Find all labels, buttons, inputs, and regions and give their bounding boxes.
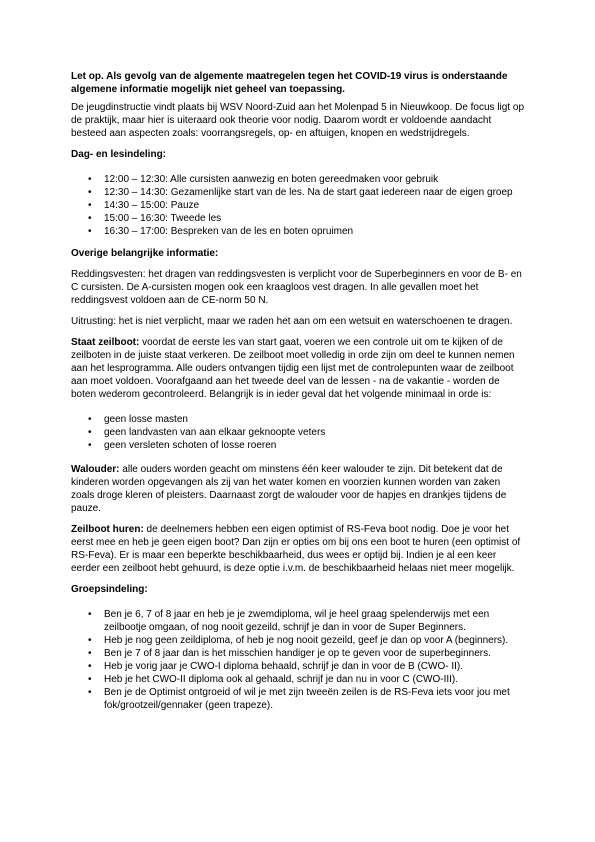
list-item: • 14:30 – 15:00: Pauze bbox=[104, 199, 525, 212]
watch-parent-label: Walouder: bbox=[71, 464, 120, 475]
document-page bbox=[71, 70, 525, 721]
list-item: • 12:30 – 14:30: Gezamenlijke start van de les. Na de start gaat iedereen naar de eigen groep bbox=[104, 186, 525, 199]
list-item: • Ben je 7 of 8 jaar dan is het misschien handiger je op te geven voor de superbeginners. bbox=[104, 647, 525, 660]
intro-paragraph: De jeugdinstructie vindt plaats bij WSV Noord-Zuid aan het Molenpad 5 in Nieuwkoop. De focus ligt op de praktijk, maar hier is uiteraard ook theorie voor nodig. Daarom wordt er voldoende aandacht besteed aan aspecten zoals: voorrangsregels, op- en aftuigen, knopen en wedstrijdregels. bbox=[71, 102, 525, 139]
list-item: • 12:00 – 12:30: Alle cursisten aanwezig en boten gereedmaken voor gebruik bbox=[104, 173, 525, 186]
list-item: • Ben je de Optimist ontgroeid of wil je met zijn tweeën zeilen is de RS-Feva iets voor jou met fok/grootzeil/gennaker (geen trapeze). bbox=[104, 686, 525, 712]
list-item: • geen landvasten van aan elkaar geknoopte veters bbox=[104, 426, 525, 439]
boat-rental-text: de deelnemers hebben een eigen optimist of RS-Feva boot nodig. Doe je voor het eerst mee en heb je geen eigen boot? Dan zijn er opties om bij ons een boot te huren (een optimist of RS-Feva). Er is maar een beperkte beschikbaarheid, dus wees er optijd bij. Indien je al een keer eerder een zeilboot hebt gehuurd, is deze optie i.v.m. de beschikbaarheid helaas niet meer mogelijk. bbox=[71, 524, 521, 574]
schedule-list bbox=[71, 173, 525, 238]
boat-rental-label: Zeilboot huren: bbox=[71, 524, 144, 535]
lifejackets-paragraph: Reddingsvesten: het dragen van reddingsvesten is verplicht voor de Superbeginners en voor de B- en C cursisten. De A-cursisten mogen ook een kraagloos vest dragen. In alle gevallen moet het reddingsvest voldoen aan de CE-norm 50 N. bbox=[71, 269, 522, 306]
boat-condition-list bbox=[71, 413, 525, 452]
list-item: • geen versleten schoten of losse roeren bbox=[104, 439, 525, 452]
equipment-paragraph: Uitrusting: het is niet verplicht, maar we raden het aan om een wetsuit en waterschoenen te dragen. bbox=[71, 316, 513, 327]
list-item: • Heb je het CWO-II diploma ook al gehaald, schrijf je dan nu in voor C (CWO-III). bbox=[104, 673, 525, 686]
boat-condition-text: voordat de eerste les van start gaat, voeren we een controle uit om te kijken of de zeilboten in de juiste staat verkeren. De zeilboot moet volledig in orde zijn om deel te kunnen nemen aan het lesprogramma. Alle ouders ontvangen tijdig een lijst met de controlepunten waar de zeilboot aan moet voldoen. Voorafgaand aan het tweede deel van de lessen - na de vakantie - worden de boten wederom gecontroleerd. Belangrijk is in ieder geval dat het volgende minimaal in orde is: bbox=[71, 337, 515, 400]
list-item: • geen losse masten bbox=[104, 413, 525, 426]
list-item: • Heb je nog geen zeildiploma, of heb je nog nooit gezeild, geef je dan op voor A (beginners). bbox=[104, 634, 525, 647]
list-item: • Heb je vorig jaar je CWO-I diploma behaald, schrijf je dan in voor de B (CWO- II). bbox=[104, 660, 525, 673]
list-item: • Ben je 6, 7 of 8 jaar en heb je je zwemdiploma, wil je heel graag spelenderwijs met een zeilbootje omgaan, of nog nooit gezeild, schrijf je dan in voor de Super Beginners. bbox=[104, 608, 525, 634]
schedule-heading: Dag- en lesindeling: bbox=[71, 149, 167, 160]
boat-condition-label: Staat zeilboot: bbox=[71, 337, 140, 348]
list-item: • 15:00 – 16:30: Tweede les bbox=[104, 212, 525, 225]
watch-parent-text: alle ouders worden geacht om minstens één keer walouder te zijn. Dit betekent dat de kinderen worden opgevangen als zij van het water komen en voorzien kunnen worden van zaken zoals droge kleren of pleisters. Daarnaast zorgt de walouder voor de hapjes en drankjes tijdens de pauze. bbox=[71, 464, 507, 514]
boat-rental-paragraph bbox=[71, 523, 525, 575]
boat-condition-paragraph bbox=[71, 336, 525, 401]
watch-parent-paragraph bbox=[71, 463, 525, 515]
groups-heading: Groepsindeling: bbox=[71, 584, 148, 595]
list-item: • 16:30 – 17:00: Bespreken van de les en boten opruimen bbox=[104, 225, 525, 238]
covid-warning: Let op. Als gevolg van de algemente maatregelen tegen het COVID-19 virus is onderstaande algemene informatie mogelijk niet geheel van toepassing. bbox=[71, 71, 508, 95]
groups-list bbox=[71, 608, 525, 712]
other-info-heading: Overige belangrijke informatie: bbox=[71, 248, 219, 259]
